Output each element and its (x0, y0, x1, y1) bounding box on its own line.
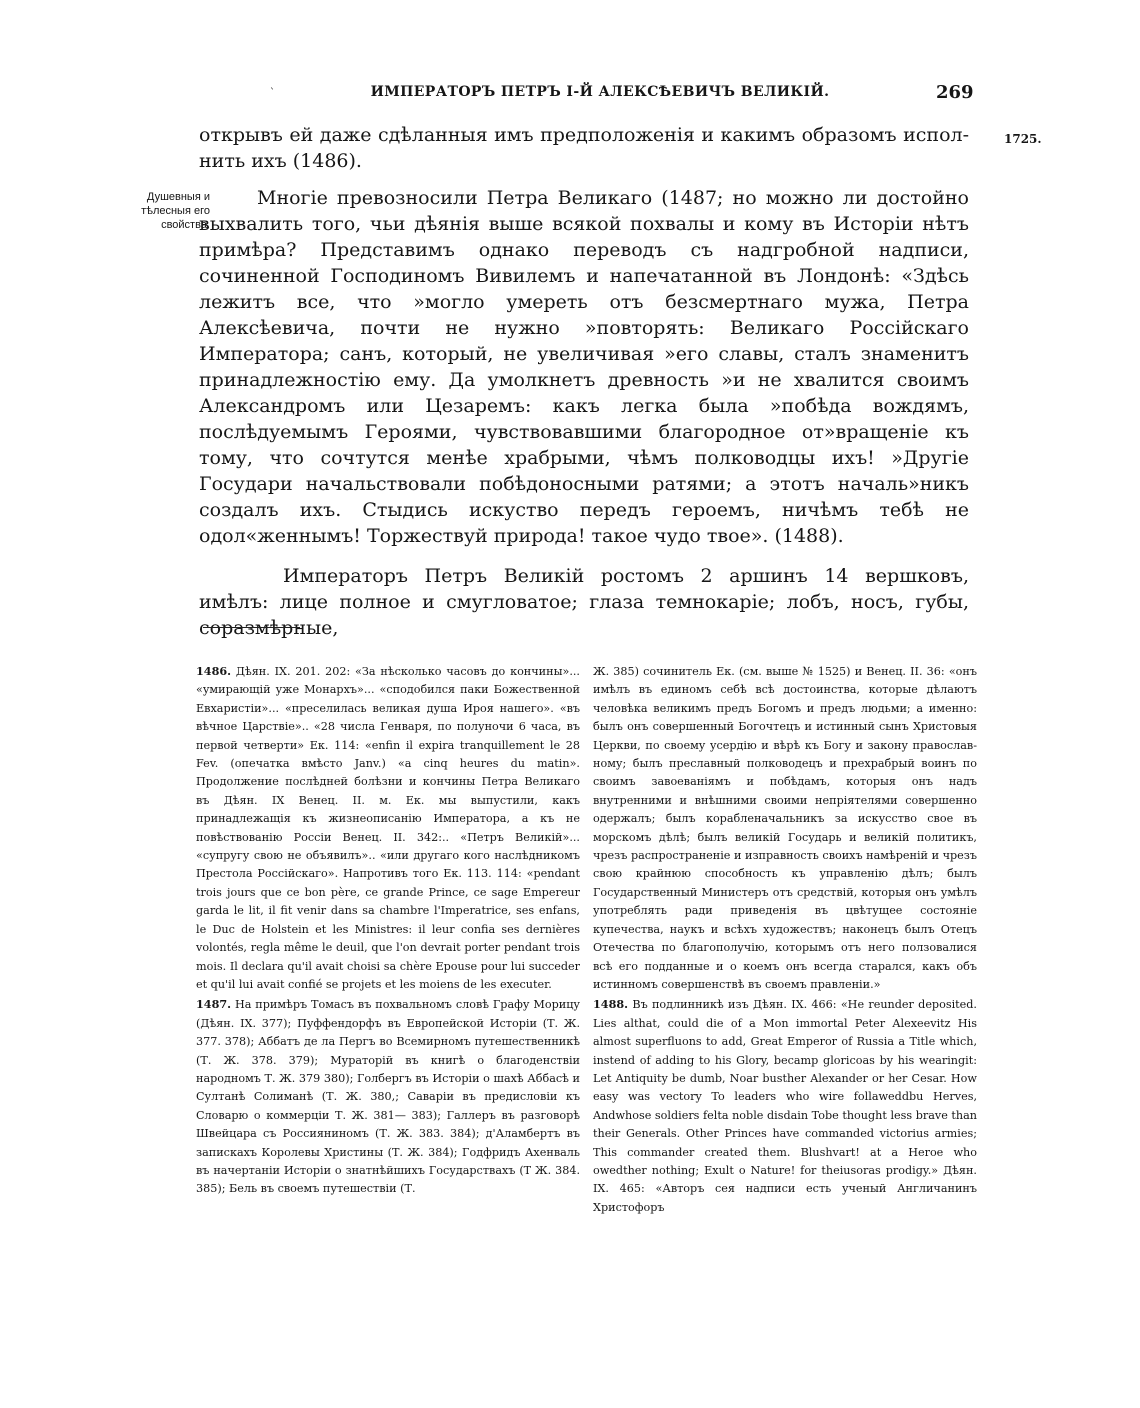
margin-note: Душевныя и тѣлесныя его свойства. (141, 191, 210, 231)
paragraph-1: открывъ ей даже сдѣланныя имъ предположенія и какимъ образомъ исполнить ихъ (1486). (199, 124, 969, 172)
footnotes-left-column (196, 662, 580, 1200)
main-text (199, 122, 969, 641)
footnote-1486-continued (593, 662, 977, 994)
footnote-text: Дѣян. IX. 201. 202: «За нѣсколько часовъ до кончины»... «умирающій уже Монархъ»... «сподобился паки Божественной Евхаристіи»... «преселилась великая душа Ироя нашего». «въ вѣчное Царствіе».. «28 числа Генваря, по полуночи 6 часа, въ первой четверти» Ек. 114: «enfin il expira tranquillement le 28 Fev. (опечатка вмѣсто Janv.) «a cinq heures du matin». Продолжение послѣдней болѣзни и кончины Петра Великаго въ Дѣян. IX Венец. II. м. Ек. мы выпустили, какъ принадлежащія къ жизнеописанію Императора, а къ не повѣствованію Россіи Венец. II. 342:.. «Петръ Великій»... «супругу свою не объявилъ».. «или другаго кого наслѣдникомъ Престола Россійскаго». Напротивъ того Ек. 113. 114: «pendant trois jours que ce bon père, ce grande Prince, ce sage Empereur garda le lit, il fit venir dans sa chambre l'Imperatrice, ses enfans, le Duc de Holstein et les Ministres: il leur confia ses dernières volontés, regla même le deuil, que l'on devrait porter pendant trois mois. Il declara qu'il avait choisi sa chère Epouse pour lui succeder et qu'il lui avait confié se projets et les moiens de les executer. (196, 665, 580, 991)
margin-year: 1725. (1004, 132, 1042, 146)
footnote-1487 (196, 995, 580, 1198)
paragraph-2: Многіе превозносили Петра Великаго (1487; но можно ли достойно выхвалить того, чьи дѣянія выше всякой похвалы и кому въ Исторіи нѣтъ примѣра? Представимъ однако переводъ съ надгробной надписи, сочиненной Господиномъ Вивилемъ и напечатанной въ Лондонѣ: «Здѣсь лежитъ все, что »могло умереть отъ безсмертнаго мужа, Петра Алексѣевича, почти не нужно »повторять: Великаго Россійскаго Императора; санъ, который, не увеличивая »его славы, сталъ знаменитъ принадлежностію ему. Да умолкнетъ древность »и не хвалится своимъ Александромъ или Цезаремъ: какъ легка была »побѣда вождямъ, послѣдуемымъ Героями, чувствовавшими благородное от»вращеніе къ тому, что сочтутся менѣе храбрыми, чѣмъ полководцы ихъ! »Другіе Государи начальствовали побѣдоносными ратями; а этотъ началь»никъ создалъ ихъ. Стыдись искуство передъ героемъ, ничѣмъ тебѣ не одол«женнымъ! Торжествуй природа! такое чудо твое». (1488). (199, 187, 969, 547)
running-title: ИМПЕРАТОРЪ ПЕТРЪ I-Й АЛЕКСѢЕВИЧЪ ВЕЛИКІЙ. (370, 84, 830, 100)
footnote-number: 1488. (593, 997, 629, 1012)
footnotes-right-column (593, 662, 977, 1218)
footnote-1486 (196, 662, 580, 994)
page-number: 269 (936, 82, 974, 103)
footnote-number: 1486. (196, 664, 232, 678)
footnote-text: На примѣръ Томасъ въ похвальномъ словѣ Графу Морицу (Дѣян. IX. 377); Пуффендорфъ въ Европейской Исторіи (Т. Ж. 377. 378); Аббатъ де ла Пергъ во Всемирномъ путешественникѣ (Т. Ж. 378. 379); Мураторій въ книгѣ о благоденствіи народномъ Т. Ж. 379 380); Голбергъ въ Исторіи о шахѣ Аббасѣ и Султанѣ Солиманѣ (Т. Ж. 380,; Саваріи въ предисловіи къ Словарю о коммерціи Т. Ж. 381— 383); Галлеръ въ разговорѣ Швейцара съ Россияниномъ (Т. Ж. 383. 384); д'Аламбертъ въ запискахъ Королевы Христины (Т. Ж. 384); Годфридъ Ахенваль въ начертаніи Исторіи о знатнѣйшихъ Государствахъ (Т Ж. 384. 385); Бель въ своемъ путешествіи (Т. (196, 998, 580, 1196)
footnote-divider (203, 627, 300, 629)
footnote-text: Ж. 385) сочинитель Ек. (см. выше № 1525) и Венец. II. 36: «онъ имѣлъ въ единомъ себѣ всѣ достоинства, которые дѣлаютъ человѣка великимъ предъ Богомъ и предъ людьми; а именно: былъ онъ совершенный Богочтецъ и истинный сынъ Христовыя Церкви, по своему усердію и вѣрѣ къ Богу и закону православному; былъ преславный полководецъ и прехрабрый воинъ по своимъ завоеваніямъ и побѣдамъ, которыя онъ надъ внутренними и внѣшними своими непріятелями совершенно одержалъ; былъ корабленачальникъ за искусство свое въ морскомъ дѣлѣ; былъ великій Государь и великій политикъ, чрезъ распространеніе и изправность своихъ намѣреній и чрезъ свою крайнюю способность къ управленію дѣлъ; былъ Государственный Министеръ отъ средствій, которыя онъ умѣлъ употреблять ради приведенія въ цвѣтущее состояніе купечества, наукъ и всѣхъ художествъ; наконецъ былъ Отецъ Отечества по благополучію, которымъ отъ него ползовалися всѣ его подданные и о коемъ онъ всегда старался, какъ объ истинномъ совершенствѣ въ своемъ правленіи.» (593, 665, 977, 991)
footnote-text: Въ подлинникѣ изъ Дѣян. IX. 466: «He reunder deposited. Lies althat, could die of a Mon immortal Peter Alexeevitz His almost superfluons to add, Great Emperor of Russia a Title which, instend of adding to his Glory, becamp gloricoas by his wearingit: Let Antiquity be dumb, Noar busther Alexander or her Cesar. How easy was vectory To leaders who wire follaweddbu Herves, Andwhose soldiers felta noble disdain Tobe thought less brave than their Generals. Other Princes have commanded victorius armies; This commander created them. Blushvart! at a Heroe who owedther nothing; Exult o Nature! for theiusoras prodigy.» Дѣян. IX. 465: «Авторъ сея надписи есть ученый Англичанинъ Христофоръ (593, 998, 977, 1214)
footnote-number: 1487. (196, 997, 232, 1012)
paragraph-3: Императоръ Петръ Великій ростомъ 2 аршинъ 14 вершковъ, имѣлъ: лице полное и смугловатое; глаза темнокаріе; лобъ, носъ, губы, соразмѣрные, (199, 565, 969, 639)
footnote-1488 (593, 995, 977, 1217)
stray-mark: ˋ (270, 88, 275, 99)
